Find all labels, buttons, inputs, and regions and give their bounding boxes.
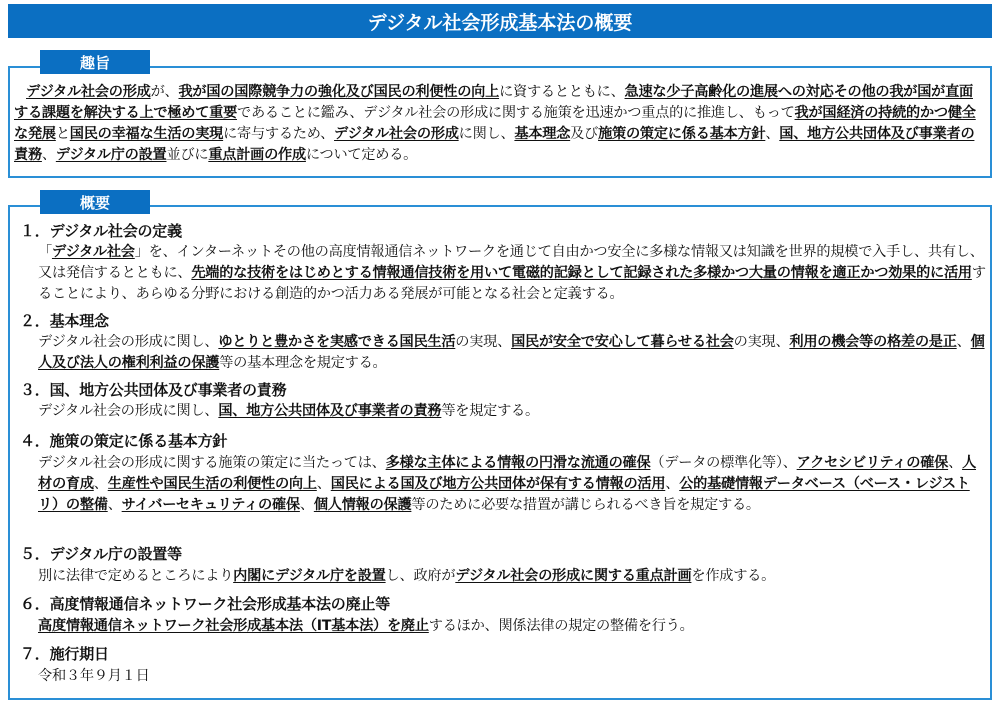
emphasis-text: 個人情報の保護 bbox=[313, 497, 412, 513]
emphasis-text: 施策の策定に係る基本方針 bbox=[598, 126, 766, 142]
body-text: に資するとともに、 bbox=[499, 84, 625, 100]
emphasis-text: デジタル庁の設置 bbox=[55, 147, 167, 163]
body-text: に関し、 bbox=[458, 126, 515, 142]
emphasis-text: 我が国経済の持続的かつ健全な発展 bbox=[14, 105, 976, 142]
section-3-body bbox=[38, 401, 988, 422]
body-text: 」を、インターネットその他の高度情報通信ネットワークを通じて自由かつ安全に多様な情報又は知識を世界的規模で入手し、共有し、又は発信するとともに、 bbox=[38, 244, 984, 281]
emphasis-text: ゆとりと豊かさを実感できる国民生活 bbox=[218, 334, 456, 350]
body-text: デジタル社会の形成に関する施策の策定に当たっては、 bbox=[38, 455, 386, 471]
emphasis-text: 国民が安全で安心して暮らせる社会 bbox=[511, 334, 734, 350]
body-text: 別に法律で定めるところにより bbox=[38, 568, 234, 584]
page-title: デジタル社会形成基本法の概要 bbox=[8, 4, 992, 38]
emphasis-text: サイバーセキュリティの確保 bbox=[121, 497, 300, 513]
body-text: することにより、あらゆる分野における創造的かつ活力ある発展が可能となる社会と定義する。 bbox=[38, 265, 986, 302]
body-text: の実現、 bbox=[733, 334, 790, 350]
emphasis-text: 多様な主体による情報の円滑な流通の確保 bbox=[385, 455, 651, 471]
emphasis-text: 生産性や国民生活の利便性の向上 bbox=[107, 476, 317, 492]
section-2-body bbox=[38, 332, 988, 374]
section-5-body bbox=[38, 566, 988, 587]
section-5-title: ５．デジタル庁の設置等 bbox=[20, 545, 182, 563]
section-2-title: ２．基本理念 bbox=[20, 312, 109, 330]
section-6-body bbox=[38, 616, 988, 637]
emphasis-text: 国民による国及び地方公共団体が保有する情報の活用 bbox=[330, 476, 666, 492]
body-text: 、 bbox=[765, 126, 780, 142]
body-text: 、 bbox=[316, 476, 331, 492]
emphasis-text: 内閣にデジタル庁を設置 bbox=[233, 568, 386, 584]
body-text: を作成する。 bbox=[691, 568, 776, 584]
body-text: 、 bbox=[956, 334, 971, 350]
body-text: デジタル社会の形成に関し、 bbox=[38, 403, 219, 419]
section-3-title: ３．国、地方公共団体及び事業者の責務 bbox=[20, 381, 287, 399]
emphasis-text: 我が国の国際競争力の強化及び国民の利便性の向上 bbox=[178, 84, 500, 100]
emphasis-text: 利用の機会等の格差の是正 bbox=[789, 334, 957, 350]
body-text: 等を規定する。 bbox=[441, 403, 539, 419]
body-text: 並びに bbox=[166, 147, 209, 163]
body-text: 及び bbox=[570, 126, 599, 142]
body-text: するほか、関係法律の規定の整備を行う。 bbox=[428, 618, 694, 634]
body-text: 等のために必要な措置が講じられるべき旨を規定する。 bbox=[411, 497, 760, 513]
body-text: 、 bbox=[107, 497, 122, 513]
purpose-label: 趣旨 bbox=[40, 50, 150, 74]
body-text: 、 bbox=[41, 147, 56, 163]
section-6-title: ６．高度情報通信ネットワーク社会形成基本法の廃止等 bbox=[20, 595, 391, 613]
emphasis-text: 国民の幸福な生活の実現 bbox=[69, 126, 224, 142]
emphasis-text: 重点計画の作成 bbox=[208, 147, 306, 163]
emphasis-text: 急速な少子高齢化の進展への対応その他の我が国が直面する課題を解決する上で極めて重要 bbox=[14, 84, 973, 121]
emphasis-text: 高度情報通信ネットワーク社会形成基本法（IT基本法）を廃止 bbox=[38, 618, 429, 634]
section-1-body bbox=[38, 242, 988, 305]
section-7-body bbox=[38, 666, 988, 687]
section-1-title: １．デジタル社会の定義 bbox=[20, 222, 182, 240]
emphasis-text: 個人及び法人の権利利益の保護 bbox=[38, 334, 985, 371]
body-text: し、政府が bbox=[385, 568, 456, 584]
emphasis-text: 公的基礎情報データベース（ベース・レジストリ）の整備 bbox=[38, 476, 970, 513]
body-text: が、 bbox=[150, 84, 179, 100]
emphasis-text: デジタル社会の形成 bbox=[334, 126, 459, 142]
section-7-title: ７．施行期日 bbox=[20, 645, 109, 663]
emphasis-text: アクセシビリティの確保 bbox=[796, 455, 949, 471]
body-text: と bbox=[55, 126, 70, 142]
overview-label: 概要 bbox=[40, 190, 150, 214]
emphasis-text: 人材の育成 bbox=[38, 455, 977, 492]
emphasis-text: デジタル社会の形成 bbox=[26, 84, 151, 100]
body-text: 、 bbox=[665, 476, 680, 492]
emphasis-text: 先端的な技術をはじめとする情報通信技術を用いて電磁的記録として記録された多様かつ大量の情報を適正かつ効果的に活用 bbox=[191, 265, 972, 281]
body-text: 「 bbox=[38, 244, 52, 260]
purpose-text bbox=[14, 82, 984, 166]
section-4-title: ４．施策の策定に係る基本方針 bbox=[20, 432, 228, 450]
body-text: であることに鑑み、デジタル社会の形成に関する施策を迅速かつ重点的に推進し、もって bbox=[237, 105, 795, 121]
emphasis-text: 国、地方公共団体及び事業者の責務 bbox=[14, 126, 975, 163]
emphasis-text: デジタル社会の形成に関する重点計画 bbox=[455, 568, 692, 584]
emphasis-text: 基本理念 bbox=[514, 126, 571, 142]
body-text: 、 bbox=[299, 497, 314, 513]
body-text: に寄与するため、 bbox=[223, 126, 335, 142]
section-4-body bbox=[38, 453, 988, 516]
body-text: について定める。 bbox=[305, 147, 418, 163]
body-text: 、 bbox=[948, 455, 963, 471]
body-text: （データの標準化等）、 bbox=[650, 455, 797, 471]
body-text: の実現、 bbox=[455, 334, 512, 350]
emphasis-text: デジタル社会 bbox=[51, 244, 135, 260]
emphasis-text: 国、地方公共団体及び事業者の責務 bbox=[218, 403, 442, 419]
body-text: デジタル社会の形成に関し、 bbox=[38, 334, 219, 350]
body-text: 令和３年９月１日 bbox=[38, 668, 150, 684]
body-text: 、 bbox=[93, 476, 108, 492]
body-text: 等の基本理念を規定する。 bbox=[219, 355, 387, 371]
